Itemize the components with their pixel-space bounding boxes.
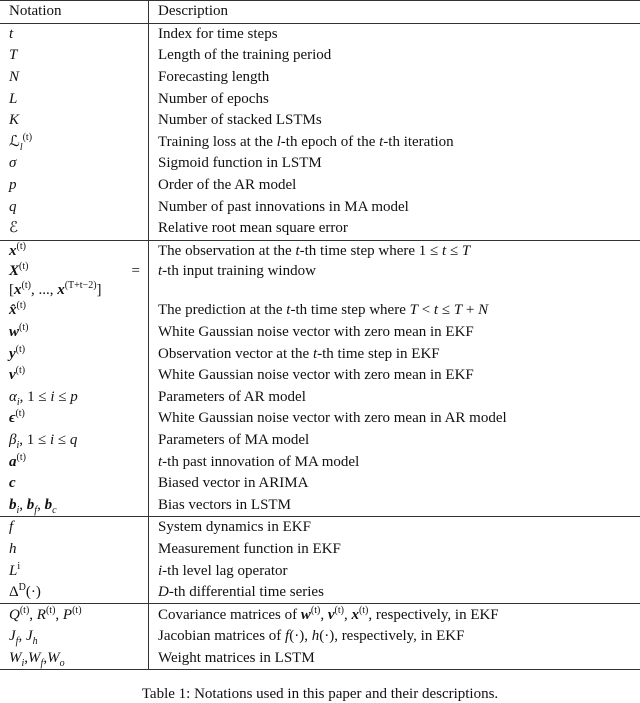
math-segment: Relative root mean square error	[158, 220, 348, 236]
notation-cell	[0, 300, 149, 322]
notation-cell	[0, 517, 149, 539]
notation-cell	[0, 560, 149, 582]
table-row	[0, 430, 640, 452]
table-row	[0, 153, 640, 175]
notation-cell	[0, 539, 149, 561]
description-cell	[149, 322, 640, 344]
notation-cell	[0, 175, 149, 197]
math-segment: W	[9, 650, 22, 666]
superscript: (t)	[23, 132, 32, 143]
table-row	[0, 300, 640, 322]
subscript: f	[16, 636, 19, 647]
math-segment: t	[295, 243, 299, 259]
notation-line	[9, 68, 148, 87]
notation-cell	[0, 196, 149, 218]
notation-cell	[0, 218, 149, 240]
math-segment: White Gaussian noise vector with zero mean in EKF	[158, 367, 474, 383]
math-segment: i	[50, 432, 54, 448]
superscript: (t)	[19, 261, 28, 272]
description-cell	[149, 387, 640, 409]
math-segment: Training loss at the	[158, 134, 277, 150]
math-segment: x	[9, 243, 17, 259]
table-row	[0, 88, 640, 110]
table-row	[0, 196, 640, 218]
subscript: o	[60, 658, 65, 669]
notation-line	[9, 518, 148, 537]
math-segment: ≤	[438, 302, 454, 318]
description-cell	[149, 67, 640, 89]
math-segment: L	[9, 91, 17, 107]
math-segment: Order of the AR model	[158, 177, 296, 193]
math-segment: N	[478, 302, 488, 318]
math-segment: Observation vector at the	[158, 346, 313, 362]
description-cell	[149, 494, 640, 516]
math-segment: -th time step where	[290, 302, 409, 318]
table-row	[0, 218, 640, 240]
notation-line	[9, 431, 148, 450]
superscript: i	[17, 561, 20, 572]
superscript: (t)	[17, 300, 26, 311]
math-segment: Forecasting length	[158, 69, 269, 85]
superscript: (t)	[72, 605, 81, 616]
math-segment: b	[27, 497, 35, 513]
table-row	[0, 604, 640, 626]
math-segment: Covariance matrices of	[158, 607, 301, 623]
notation-cell	[0, 262, 149, 300]
description-cell	[149, 262, 640, 300]
math-segment: -th iteration	[383, 134, 453, 150]
notation-line	[9, 281, 148, 300]
table-row	[0, 582, 640, 604]
math-segment: c	[9, 475, 16, 491]
math-segment: β	[9, 432, 16, 448]
description-cell	[149, 218, 640, 240]
math-segment: T	[410, 302, 418, 318]
math-segment: (·)	[26, 584, 41, 600]
math-segment: -th epoch of the	[281, 134, 379, 150]
notation-line	[9, 90, 148, 109]
description-cell	[149, 153, 640, 175]
notation-line	[9, 562, 148, 581]
table-row	[0, 517, 640, 539]
math-segment: f	[285, 628, 289, 644]
math-segment: -th past innovation of MA model	[162, 454, 359, 470]
math-segment: D	[158, 584, 169, 600]
subscript: f	[41, 658, 44, 669]
math-segment: (·), respectively, in EKF	[319, 628, 464, 644]
math-segment: Biased vector in ARIMA	[158, 475, 308, 491]
description-cell	[149, 539, 640, 561]
notation-cell	[0, 45, 149, 67]
notation-cell	[0, 451, 149, 473]
description-cell	[149, 626, 640, 648]
superscript: (T+t−2)	[65, 280, 97, 291]
math-segment: Parameters of MA model	[158, 432, 309, 448]
math-segment: Measurement function in EKF	[158, 541, 341, 557]
notation-line	[9, 496, 148, 515]
notation-cell	[0, 153, 149, 175]
notation-header: Notation	[0, 1, 149, 24]
math-segment: q	[70, 432, 78, 448]
superscript: (t)	[46, 605, 55, 616]
math-segment: t	[286, 302, 290, 318]
notation-line	[9, 111, 148, 130]
superscript: (t)	[17, 241, 26, 252]
math-segment: J	[26, 628, 33, 644]
notation-cell	[0, 365, 149, 387]
math-segment: Parameters of AR model	[158, 389, 306, 405]
math-segment: X	[9, 263, 19, 279]
math-segment: , 1 ≤	[19, 432, 50, 448]
table-caption: Table 1: Notations used in this paper and their descriptions.	[0, 686, 640, 703]
table-row	[0, 67, 640, 89]
math-segment: (·),	[289, 628, 312, 644]
superscript: (t)	[16, 344, 25, 355]
math-segment: ℰ	[9, 220, 18, 236]
math-segment: [	[9, 282, 14, 298]
table-row	[0, 45, 640, 67]
table-row	[0, 539, 640, 561]
math-segment: y	[9, 346, 16, 362]
table-row	[0, 175, 640, 197]
notation-cell	[0, 408, 149, 430]
math-segment: Length of the training period	[158, 47, 331, 63]
table-row	[0, 560, 640, 582]
math-segment: ,	[37, 497, 45, 513]
notation-line	[9, 388, 148, 407]
description-cell	[149, 451, 640, 473]
math-segment: Number of past innovations in MA model	[158, 199, 409, 215]
math-segment: t	[442, 243, 446, 259]
math-segment: Number of epochs	[158, 91, 269, 107]
notation-line	[9, 540, 148, 559]
notation-line	[9, 154, 148, 173]
description-cell	[149, 408, 640, 430]
description-cell	[149, 343, 640, 365]
subscript: h	[33, 636, 38, 647]
description-cell	[149, 45, 640, 67]
notation-line	[9, 262, 148, 281]
math-segment: , respectively, in EKF	[368, 607, 498, 623]
math-segment: t	[434, 302, 438, 318]
math-segment: System dynamics in EKF	[158, 519, 311, 535]
math-segment: Jacobian matrices of	[158, 628, 285, 644]
notation-cell	[0, 626, 149, 648]
table-section	[0, 240, 640, 517]
description-cell	[149, 110, 640, 132]
math-segment: x	[57, 282, 65, 298]
notation-line	[9, 198, 148, 217]
table-row	[0, 23, 640, 45]
math-segment: ,	[19, 497, 27, 513]
description-cell	[149, 430, 640, 452]
math-segment: ≤	[54, 432, 70, 448]
math-segment: p	[9, 177, 17, 193]
math-segment: ,	[344, 607, 352, 623]
math-segment: +	[462, 302, 478, 318]
notation-cell	[0, 494, 149, 516]
math-segment: ,	[24, 650, 28, 666]
notation-line	[9, 133, 148, 152]
notation-cell	[0, 23, 149, 45]
math-segment: Weight matrices in LSTM	[158, 650, 315, 666]
notation-line	[9, 25, 148, 44]
notation-line	[9, 606, 148, 625]
notation-line	[9, 474, 148, 493]
math-segment: The observation at the	[158, 243, 295, 259]
notation-line	[9, 649, 148, 668]
subscript: i	[17, 505, 20, 516]
math-segment: , 1 ≤	[20, 389, 51, 405]
header-row	[0, 1, 640, 24]
math-segment: Bias vectors in LSTM	[158, 497, 291, 513]
subscript: f	[34, 505, 37, 516]
notation-cell	[0, 343, 149, 365]
math-segment: b	[45, 497, 53, 513]
math-segment: ϵ	[9, 410, 15, 426]
math-segment: w	[301, 607, 311, 623]
notation-cell	[0, 430, 149, 452]
table-row	[0, 387, 640, 409]
notation-cell	[0, 473, 149, 495]
math-segment: t	[9, 26, 13, 42]
description-cell	[149, 240, 640, 262]
superscript: (t)	[15, 408, 24, 419]
subscript: i	[16, 440, 19, 451]
math-segment: α	[9, 389, 17, 405]
math-segment: , ...,	[31, 282, 57, 298]
notation-cell	[0, 604, 149, 626]
table-row	[0, 110, 640, 132]
table-row	[0, 473, 640, 495]
subscript: l	[20, 142, 23, 153]
subscript: i	[22, 658, 25, 669]
math-segment: σ	[9, 155, 16, 171]
math-segment: ≤	[55, 389, 71, 405]
notation-line	[9, 366, 148, 385]
math-segment: ,	[43, 650, 47, 666]
math-segment: ℒ	[9, 134, 20, 150]
math-segment: q	[9, 199, 17, 215]
notation-cell	[0, 648, 149, 670]
table-section	[0, 604, 640, 670]
math-segment: T	[454, 302, 462, 318]
math-segment: x̂	[9, 302, 17, 318]
notation-line	[9, 176, 148, 195]
math-segment: P	[63, 607, 72, 623]
superscript: (t)	[16, 365, 25, 376]
math-segment: p	[70, 389, 78, 405]
math-segment: i	[50, 389, 54, 405]
notation-line	[9, 453, 148, 472]
notation-line	[9, 242, 148, 261]
math-segment: K	[9, 112, 19, 128]
superscript: (t)	[22, 280, 31, 291]
math-segment: W	[47, 650, 60, 666]
math-segment: T	[9, 47, 17, 63]
description-cell	[149, 582, 640, 604]
description-header: Description	[149, 1, 640, 24]
math-segment: R	[37, 607, 46, 623]
math-segment: t	[158, 263, 162, 279]
math-segment: Q	[9, 607, 20, 623]
math-segment: l	[277, 134, 281, 150]
notation-cell	[0, 582, 149, 604]
notation-line	[9, 301, 148, 320]
description-cell	[149, 473, 640, 495]
notation-cell	[0, 387, 149, 409]
description-cell	[149, 560, 640, 582]
math-segment: ,	[18, 628, 26, 644]
description-cell	[149, 604, 640, 626]
math-segment: ,	[29, 607, 37, 623]
math-segment: t	[158, 454, 162, 470]
math-segment: Δ	[9, 584, 19, 600]
description-cell	[149, 365, 640, 387]
notation-line	[9, 409, 148, 428]
notation-cell	[0, 240, 149, 262]
subscript: c	[52, 505, 56, 516]
description-cell	[149, 648, 640, 670]
notation-cell	[0, 110, 149, 132]
math-segment: i	[158, 563, 162, 579]
table-row	[0, 408, 640, 430]
math-segment: -th time step where 1 ≤	[300, 243, 442, 259]
subscript: i	[17, 397, 20, 408]
superscript: (t)	[19, 322, 28, 333]
math-segment: x	[14, 282, 22, 298]
math-segment: Index for time steps	[158, 26, 278, 42]
table-section	[0, 517, 640, 604]
table-row	[0, 494, 640, 516]
math-segment: ,	[55, 607, 63, 623]
notation-line	[9, 323, 148, 342]
table-section	[0, 23, 640, 240]
math-segment: Number of stacked LSTMs	[158, 112, 322, 128]
superscript: (t)	[335, 605, 344, 616]
math-segment: w	[9, 324, 19, 340]
table-row	[0, 262, 640, 300]
math-segment: a	[9, 454, 17, 470]
math-segment: ≤	[446, 243, 462, 259]
description-cell	[149, 132, 640, 154]
math-segment: =	[132, 262, 140, 281]
description-cell	[149, 23, 640, 45]
math-segment: f	[9, 519, 13, 535]
description-cell	[149, 175, 640, 197]
math-segment: h	[9, 541, 17, 557]
superscript: (t)	[311, 605, 320, 616]
math-segment: t	[379, 134, 383, 150]
math-segment: x	[351, 607, 359, 623]
table-row	[0, 626, 640, 648]
math-segment: N	[9, 69, 19, 85]
math-segment: b	[9, 497, 17, 513]
superscript: (t)	[20, 605, 29, 616]
math-segment: -th input training window	[162, 263, 316, 279]
table-row	[0, 648, 640, 670]
superscript: D	[19, 582, 26, 593]
math-segment: The prediction at the	[158, 302, 286, 318]
math-segment: White Gaussian noise vector with zero mean in EKF	[158, 324, 474, 340]
notation-cell	[0, 322, 149, 344]
math-segment: White Gaussian noise vector with zero mean in AR model	[158, 410, 507, 426]
table-row	[0, 322, 640, 344]
math-segment: ]	[97, 282, 102, 298]
description-cell	[149, 300, 640, 322]
table-row	[0, 365, 640, 387]
notation-cell	[0, 88, 149, 110]
description-cell	[149, 196, 640, 218]
superscript: (t)	[17, 452, 26, 463]
math-segment: J	[9, 628, 16, 644]
notation-cell	[0, 67, 149, 89]
math-segment: -th level lag operator	[162, 563, 287, 579]
notation-line	[9, 583, 148, 602]
math-segment: v	[9, 367, 16, 383]
math-segment: L	[9, 563, 17, 579]
math-segment: W	[28, 650, 41, 666]
notation-line	[9, 345, 148, 364]
math-segment: T	[462, 243, 470, 259]
math-segment: ,	[320, 607, 328, 623]
table-row	[0, 343, 640, 365]
table-row	[0, 451, 640, 473]
math-segment: h	[312, 628, 320, 644]
notation-cell	[0, 132, 149, 154]
math-segment: -th time step in EKF	[317, 346, 440, 362]
math-segment: v	[328, 607, 335, 623]
math-segment: -th differential time series	[169, 584, 324, 600]
math-segment: t	[313, 346, 317, 362]
math-segment: <	[418, 302, 434, 318]
table-row	[0, 132, 640, 154]
description-cell	[149, 88, 640, 110]
notation-line	[9, 627, 148, 646]
description-cell	[149, 517, 640, 539]
notation-line	[9, 219, 148, 238]
notation-line	[9, 46, 148, 65]
math-segment: Sigmoid function in LSTM	[158, 155, 322, 171]
table-row	[0, 240, 640, 262]
superscript: (t)	[359, 605, 368, 616]
